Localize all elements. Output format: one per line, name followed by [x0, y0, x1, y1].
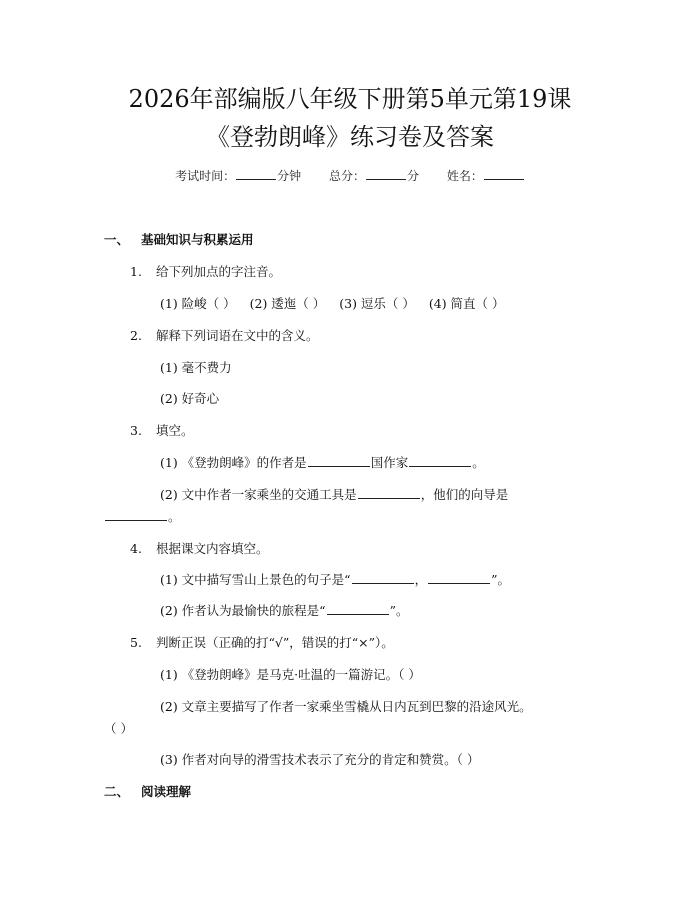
question-3-number: 3.: [130, 423, 142, 438]
q3-item-1-text-b: 国作家: [370, 455, 409, 470]
q3-vehicle-blank[interactable]: [358, 487, 420, 499]
q4-item-2-text-a: (2) 作者认为最愉快的旅程是“: [160, 603, 326, 618]
section-2-title: 阅读理解: [141, 784, 192, 799]
question-1-items: [160, 294, 505, 312]
question-4: [130, 539, 269, 557]
q1-item-3: (3) 逗乐（ ）: [339, 296, 415, 311]
question-5-number: 5.: [130, 635, 142, 650]
q3-guide-blank[interactable]: [105, 509, 167, 521]
q2-item-1: (1) 毫不费力: [160, 360, 232, 375]
question-1: [130, 262, 281, 280]
q1-item-4: (4) 简直（ ）: [428, 296, 505, 311]
q4-item-1-text-a: (1) 文中描写雪山上景色的句子是“: [160, 572, 351, 587]
q5-item-2-bracket: （ ）: [104, 721, 133, 736]
q1-item-2: (2) 逶迤（ ）: [249, 296, 326, 311]
q4-sentence-blank-2[interactable]: [428, 572, 490, 584]
q2-item-2: (2) 好奇心: [160, 391, 220, 406]
exam-time-label: 考试时间：: [175, 169, 236, 183]
question-2-number: 2.: [130, 328, 142, 343]
q5-item-3: (3) 作者对向导的滑雪技术表示了充分的肯定和赞赏。（ ）: [160, 752, 480, 767]
page-title-line-1: 2026年部编版八年级下册第5单元第19课: [128, 85, 572, 113]
section-1-title: 基础知识与积累运用: [141, 232, 254, 247]
q4-item-1-text-b: ，: [414, 572, 428, 587]
question-3-text: 填空。: [156, 423, 194, 438]
q4-sentence-blank-1[interactable]: [352, 572, 414, 584]
question-2-text: 解释下列词语在文中的含义。: [156, 328, 319, 343]
question-1-number: 1.: [130, 264, 142, 279]
section-1-number: 一、: [104, 232, 130, 247]
question-4-text: 根据课文内容填空。: [156, 541, 269, 556]
name-field: [447, 169, 525, 183]
page-title-line-2: 《登勃朗峰》练习卷及答案: [206, 123, 494, 151]
q3-item-2-continued: [104, 507, 181, 525]
q3-item-1-text-a: (1) 《登勃朗峰》的作者是: [160, 455, 307, 470]
q5-item-1: (1) 《登勃朗峰》是马克·吐温的一篇游记。（ ）: [160, 667, 421, 682]
q4-item-2: [160, 601, 408, 619]
question-2: [130, 326, 319, 344]
section-heading-1: [104, 230, 254, 248]
q3-item-2-text-a: (2) 文中作者一家乘坐的交通工具是: [160, 487, 357, 502]
question-4-number: 4.: [130, 541, 142, 556]
exam-info-row: [0, 167, 700, 184]
q3-item-2-text-b: ，他们的向导是: [420, 487, 509, 502]
section-heading-2: [104, 782, 191, 800]
total-score-blank[interactable]: [366, 168, 406, 180]
exam-time-unit: 分钟: [277, 169, 302, 183]
total-score-unit: 分: [407, 169, 420, 183]
q4-journey-blank[interactable]: [327, 603, 389, 615]
question-5-text: 判断正误（正确的打“√”，错误的打“×”）。: [156, 635, 394, 650]
q4-item-2-text-b: ”。: [389, 603, 409, 618]
name-blank[interactable]: [484, 168, 524, 180]
question-3: [130, 421, 194, 439]
q1-item-1: (1) 险峻（ ）: [160, 296, 236, 311]
name-label: 姓名：: [446, 169, 483, 183]
q5-item-2: (2) 文章主要描写了作者一家乘坐雪橇从日内瓦到巴黎的沿途风光。: [160, 699, 532, 714]
q4-item-1-text-c: ”。: [491, 572, 510, 587]
question-5: [130, 633, 394, 651]
total-score-field: [329, 169, 423, 183]
q3-nationality-blank[interactable]: [409, 455, 471, 467]
q3-author-blank[interactable]: [308, 455, 370, 467]
exam-time-field: [175, 169, 305, 183]
q3-item-2-text-c: 。: [168, 509, 181, 524]
q4-item-1: [160, 570, 510, 588]
total-score-label: 总分：: [328, 169, 365, 183]
section-2-number: 二、: [104, 784, 130, 799]
q3-item-1: [160, 453, 485, 471]
q3-item-2: [160, 485, 508, 503]
question-1-text: 给下列加点的字注音。: [156, 264, 282, 279]
exam-time-blank[interactable]: [236, 168, 276, 180]
q3-item-1-text-c: 。: [472, 455, 485, 470]
